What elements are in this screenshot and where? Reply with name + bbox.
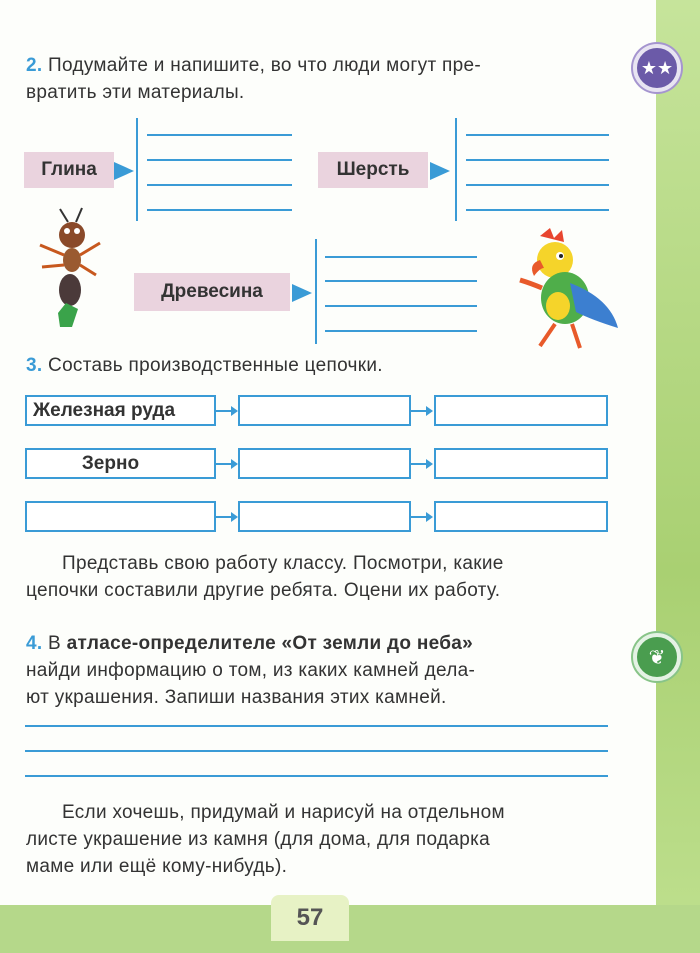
- task4-atlas-title: атласе-определителе «От земли до неба»: [66, 633, 474, 654]
- arrow-right-icon: [411, 410, 431, 412]
- answer-line: [325, 280, 477, 282]
- task2-line2: вратить эти материалы.: [26, 82, 245, 103]
- leaf-icon: ❦: [633, 633, 681, 681]
- answer-line: [325, 305, 477, 307]
- task3-paragraph-line2: цепочки составили другие ребята. Оцени их работу.: [26, 580, 501, 601]
- task4-text-pre: В: [48, 633, 62, 654]
- answer-bracket: [136, 118, 138, 221]
- extra-line2: листе украшение из камня (для дома, для подарка: [26, 829, 490, 850]
- chain-answer-box[interactable]: [434, 501, 608, 532]
- chain-answer-box[interactable]: [434, 448, 608, 479]
- task3-paragraph-line1: Представь свою работу классу. Посмотри, какие: [62, 553, 504, 574]
- answer-line: [466, 134, 609, 136]
- answer-line: [466, 184, 609, 186]
- stars-icon: ★★: [633, 44, 681, 92]
- answer-line: [466, 209, 609, 211]
- ant-illustration: [30, 205, 110, 335]
- arrow-right-icon: [216, 516, 236, 518]
- task3-title: Составь производственные цепочки.: [48, 355, 383, 376]
- chain-start-box[interactable]: [25, 501, 216, 532]
- answer-line: [147, 134, 292, 136]
- answer-bracket: [315, 239, 317, 344]
- material-label-wood: Древесина: [134, 273, 290, 311]
- task4-line3: ют украшения. Запиши названия этих камней.: [26, 687, 447, 708]
- answer-line: [325, 256, 477, 258]
- task4-number: 4.: [26, 633, 43, 654]
- answer-line[interactable]: [25, 775, 608, 777]
- arrow-right-icon: [292, 284, 312, 302]
- answer-line: [147, 159, 292, 161]
- chain-answer-box[interactable]: [238, 501, 411, 532]
- task3-number: 3.: [26, 355, 43, 376]
- bottom-decoration: [0, 905, 700, 953]
- answer-line: [147, 184, 292, 186]
- task3-title-line: [26, 352, 383, 380]
- chain-answer-box[interactable]: [238, 448, 411, 479]
- answer-line: [466, 159, 609, 161]
- task4-line2: найди информацию о том, из каких камней дела-: [26, 660, 476, 681]
- answer-line: [147, 209, 292, 211]
- parrot-illustration: [510, 228, 625, 353]
- chain-answer-box[interactable]: [238, 395, 411, 426]
- arrow-right-icon: [430, 162, 450, 180]
- task2-line1: [26, 52, 481, 80]
- arrow-right-icon: [411, 463, 431, 465]
- answer-line[interactable]: [25, 750, 608, 752]
- task2-number: 2.: [26, 55, 43, 76]
- page-number: 57: [271, 895, 349, 941]
- answer-line: [325, 330, 477, 332]
- extra-line3: маме или ещё кому-нибудь).: [26, 856, 288, 877]
- page-margin-decoration: [656, 0, 700, 953]
- arrow-right-icon: [216, 463, 236, 465]
- chain-answer-box[interactable]: [434, 395, 608, 426]
- chain-start-box: Железная руда: [25, 395, 216, 426]
- task2-text1: Подумайте и напишите, во что люди могут пре-: [48, 55, 481, 76]
- answer-bracket: [455, 118, 457, 221]
- arrow-right-icon: [411, 516, 431, 518]
- task4-line1: [26, 630, 473, 658]
- chain-start-box: Зерно: [25, 448, 216, 479]
- arrow-right-icon: [114, 162, 134, 180]
- answer-line[interactable]: [25, 725, 608, 727]
- material-label-wool: Шерсть: [318, 152, 428, 188]
- arrow-right-icon: [216, 410, 236, 412]
- extra-line1: Если хочешь, придумай и нарисуй на отдельном: [62, 802, 505, 823]
- material-label-clay: Глина: [24, 152, 114, 188]
